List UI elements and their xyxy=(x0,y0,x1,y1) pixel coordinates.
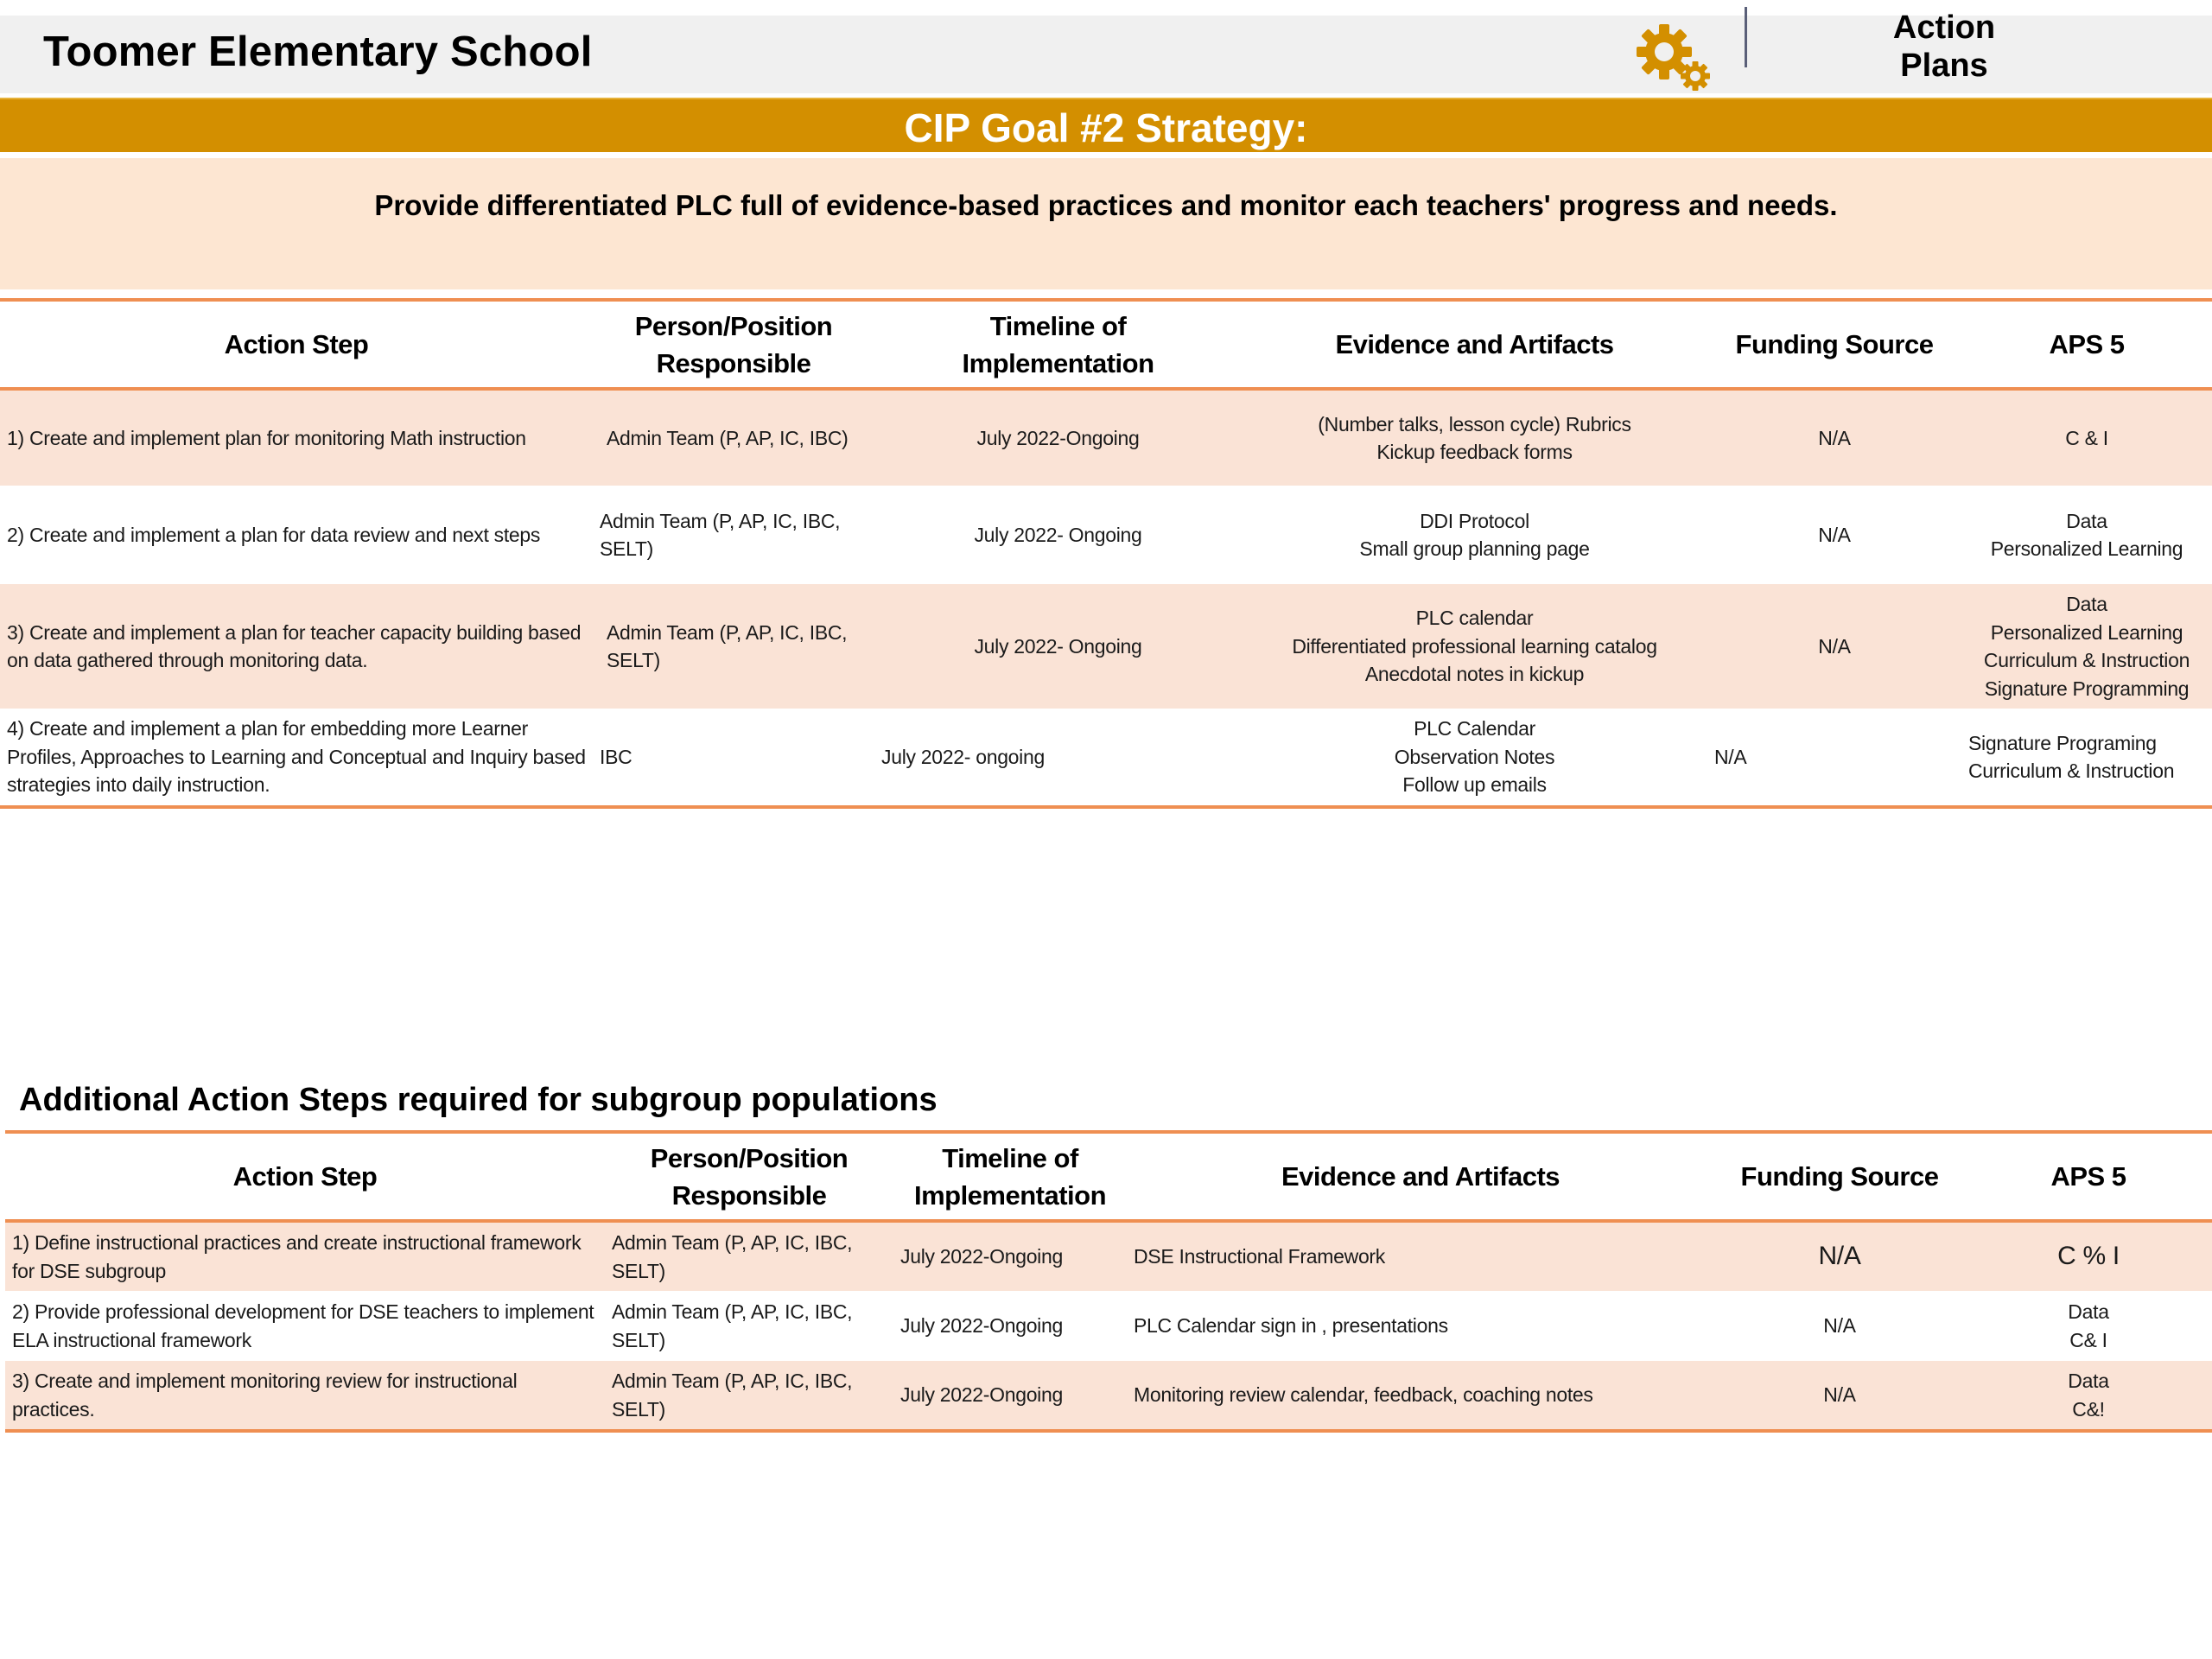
action-step-cell: 2) Provide professional development for DSE teachers to implement ELA instructional framework xyxy=(12,1300,594,1351)
col-header-action-step: Action Step xyxy=(232,1161,378,1192)
col-header-person xyxy=(593,300,874,389)
col-header-aps5: APS 5 xyxy=(2049,329,2125,359)
aps5-item: Signature Programing xyxy=(1968,731,2157,754)
timeline-cell: July 2022-Ongoing xyxy=(900,1245,1063,1268)
evidence-cell xyxy=(1242,486,1707,584)
evidence-item: Kickup feedback forms xyxy=(1376,441,1573,463)
goal-title: CIP Goal #2 Strategy: xyxy=(904,105,1308,150)
col-header-action-step: Action Step xyxy=(224,329,369,359)
table-row xyxy=(5,1291,2212,1361)
evidence-cell: PLC Calendar sign in , presentations xyxy=(1134,1314,1448,1338)
evidence-item: PLC Calendar xyxy=(1414,717,1535,741)
action-step-cell: 1) Define instructional practices and create instructional framework for DSE subgroup xyxy=(12,1231,582,1282)
evidence-cell: Monitoring review calendar, feedback, coaching notes xyxy=(1134,1383,1593,1407)
funding-cell: N/A xyxy=(1818,426,1851,449)
strategy-box xyxy=(0,158,2212,289)
evidence-cell xyxy=(1242,389,1707,486)
aps5-item: Data xyxy=(2066,593,2107,615)
col-header-timeline-line1: Timeline of xyxy=(989,310,1127,341)
aps5-cell xyxy=(1961,486,2212,584)
col-header-person-line1: Person/Position xyxy=(634,310,833,341)
aps5-cell xyxy=(1965,1221,2212,1291)
col-header-funding: Funding Source xyxy=(1740,1161,1939,1192)
col-header-evidence: Evidence and Artifacts xyxy=(1335,329,1614,359)
timeline-cell: July 2022- Ongoing xyxy=(974,523,1142,546)
aps5-cell xyxy=(1961,709,2212,807)
aps5-item: C % I xyxy=(2057,1242,2120,1271)
evidence-item: Small group planning page xyxy=(1359,537,1590,560)
header-divider xyxy=(1745,7,1747,67)
col-header-timeline-line2: Implementation xyxy=(913,1179,1107,1211)
evidence-item: (Number talks, lesson cycle) Rubrics xyxy=(1318,412,1631,435)
section-label-line1: Action xyxy=(1892,10,1996,46)
aps5-cell xyxy=(1965,1291,2212,1361)
aps5-item: Personalized Learning xyxy=(1990,537,2183,560)
evidence-item: Observation Notes xyxy=(1394,745,1555,768)
subgroup-section-title: Additional Action Steps required for subgroup populations xyxy=(19,1082,938,1118)
header-bar xyxy=(0,10,2212,93)
person-cell: Admin Team (P, AP, IC, IBC, SELT) xyxy=(612,1370,853,1421)
funding-cell: N/A xyxy=(1818,1242,1861,1271)
evidence-item: Anecdotal notes in kickup xyxy=(1364,663,1585,686)
action-step-cell: 4) Create and implement a plan for embedding more Learner Profiles, Approaches to Learning and Conceptual and Inquiry based strategies into daily instruction. xyxy=(7,717,586,797)
evidence-item: Follow up emails xyxy=(1402,773,1547,797)
action-plan-table xyxy=(0,298,2212,809)
timeline-cell: July 2022- ongoing xyxy=(881,745,1045,768)
gears-icon xyxy=(1631,19,1718,93)
evidence-item: PLC calendar xyxy=(1415,607,1534,630)
action-step-cell: 3) Create and implement monitoring review for instructional practices. xyxy=(12,1370,518,1421)
evidence-item: Differentiated professional learning catalog xyxy=(1292,634,1657,658)
section-label-line2: Plans xyxy=(1900,48,1988,84)
funding-cell: N/A xyxy=(1818,523,1851,546)
col-header-aps5: APS 5 xyxy=(2050,1161,2126,1192)
evidence-item: DDI Protocol xyxy=(1420,509,1529,532)
action-step-cell: 3) Create and implement a plan for teacher capacity building based on data gathered through monitoring data. xyxy=(7,620,582,671)
school-name: Toomer Elementary School xyxy=(43,29,593,75)
aps5-item: Curriculum & Instruction xyxy=(1983,649,2190,671)
timeline-cell: July 2022-Ongoing xyxy=(976,426,1140,449)
table-header-row xyxy=(5,1132,2212,1221)
action-step-cell: 2) Create and implement a plan for data review and next steps xyxy=(7,523,541,546)
table-row xyxy=(0,389,2212,486)
col-header-person-line1: Person/Position xyxy=(650,1142,849,1173)
col-header-timeline-line2: Implementation xyxy=(962,347,1154,378)
person-cell: Admin Team (P, AP, IC, IBC, SELT) xyxy=(612,1300,853,1351)
strategy-text: Provide differentiated PLC full of evidence-based practices and monitor each teachers' progress and needs. xyxy=(374,189,1838,221)
table-row xyxy=(0,584,2212,709)
table-row xyxy=(0,709,2212,807)
timeline-cell: July 2022-Ongoing xyxy=(900,1314,1063,1338)
subgroup-action-table xyxy=(5,1130,2212,1433)
aps5-cell xyxy=(1965,1361,2212,1431)
aps5-item: Data xyxy=(2066,509,2107,532)
person-cell: Admin Team (P, AP, IC, IBC, SELT) xyxy=(607,620,848,671)
timeline-cell: July 2022-Ongoing xyxy=(900,1383,1063,1407)
col-header-timeline xyxy=(893,1132,1127,1221)
aps5-item: Data xyxy=(2068,1370,2109,1392)
col-header-timeline-line1: Timeline of xyxy=(942,1142,1078,1173)
funding-cell: N/A xyxy=(1823,1314,1856,1338)
person-cell: Admin Team (P, AP, IC, IBC, SELT) xyxy=(600,509,841,560)
table-header-row xyxy=(0,300,2212,389)
aps5-item: C&! xyxy=(2072,1397,2105,1421)
evidence-cell xyxy=(1242,709,1707,807)
col-header-person xyxy=(605,1132,893,1221)
goal-banner xyxy=(0,98,2212,152)
table-row xyxy=(5,1361,2212,1431)
col-header-funding: Funding Source xyxy=(1735,329,1934,359)
table-row xyxy=(5,1221,2212,1291)
person-cell: IBC xyxy=(600,745,632,768)
person-cell: Admin Team (P, AP, IC, IBC) xyxy=(607,426,849,449)
funding-cell: N/A xyxy=(1714,745,1747,768)
aps5-cell xyxy=(1961,389,2212,486)
timeline-cell: July 2022- Ongoing xyxy=(974,634,1142,658)
table-row xyxy=(0,486,2212,584)
col-header-person-line2: Responsible xyxy=(656,347,811,378)
aps5-item: Signature Programming xyxy=(1984,677,2190,700)
person-cell: Admin Team (P, AP, IC, IBC, SELT) xyxy=(612,1231,853,1282)
aps5-item: Personalized Learning xyxy=(1990,620,2183,644)
col-header-person-line2: Responsible xyxy=(671,1179,827,1211)
action-step-cell: 1) Create and implement plan for monitoring Math instruction xyxy=(7,426,526,449)
aps5-item: C & I xyxy=(2065,426,2108,449)
evidence-cell: DSE Instructional Framework xyxy=(1134,1245,1385,1268)
aps5-item: C& I xyxy=(2069,1328,2107,1351)
funding-cell: N/A xyxy=(1818,634,1851,658)
col-header-timeline xyxy=(874,300,1242,389)
col-header-evidence: Evidence and Artifacts xyxy=(1281,1161,1560,1192)
evidence-cell xyxy=(1242,584,1707,709)
aps5-cell xyxy=(1961,584,2212,709)
aps5-item: Curriculum & Instruction xyxy=(1968,760,2175,782)
section-label xyxy=(1840,9,2048,85)
aps5-item: Data xyxy=(2068,1300,2109,1323)
funding-cell: N/A xyxy=(1823,1383,1856,1407)
